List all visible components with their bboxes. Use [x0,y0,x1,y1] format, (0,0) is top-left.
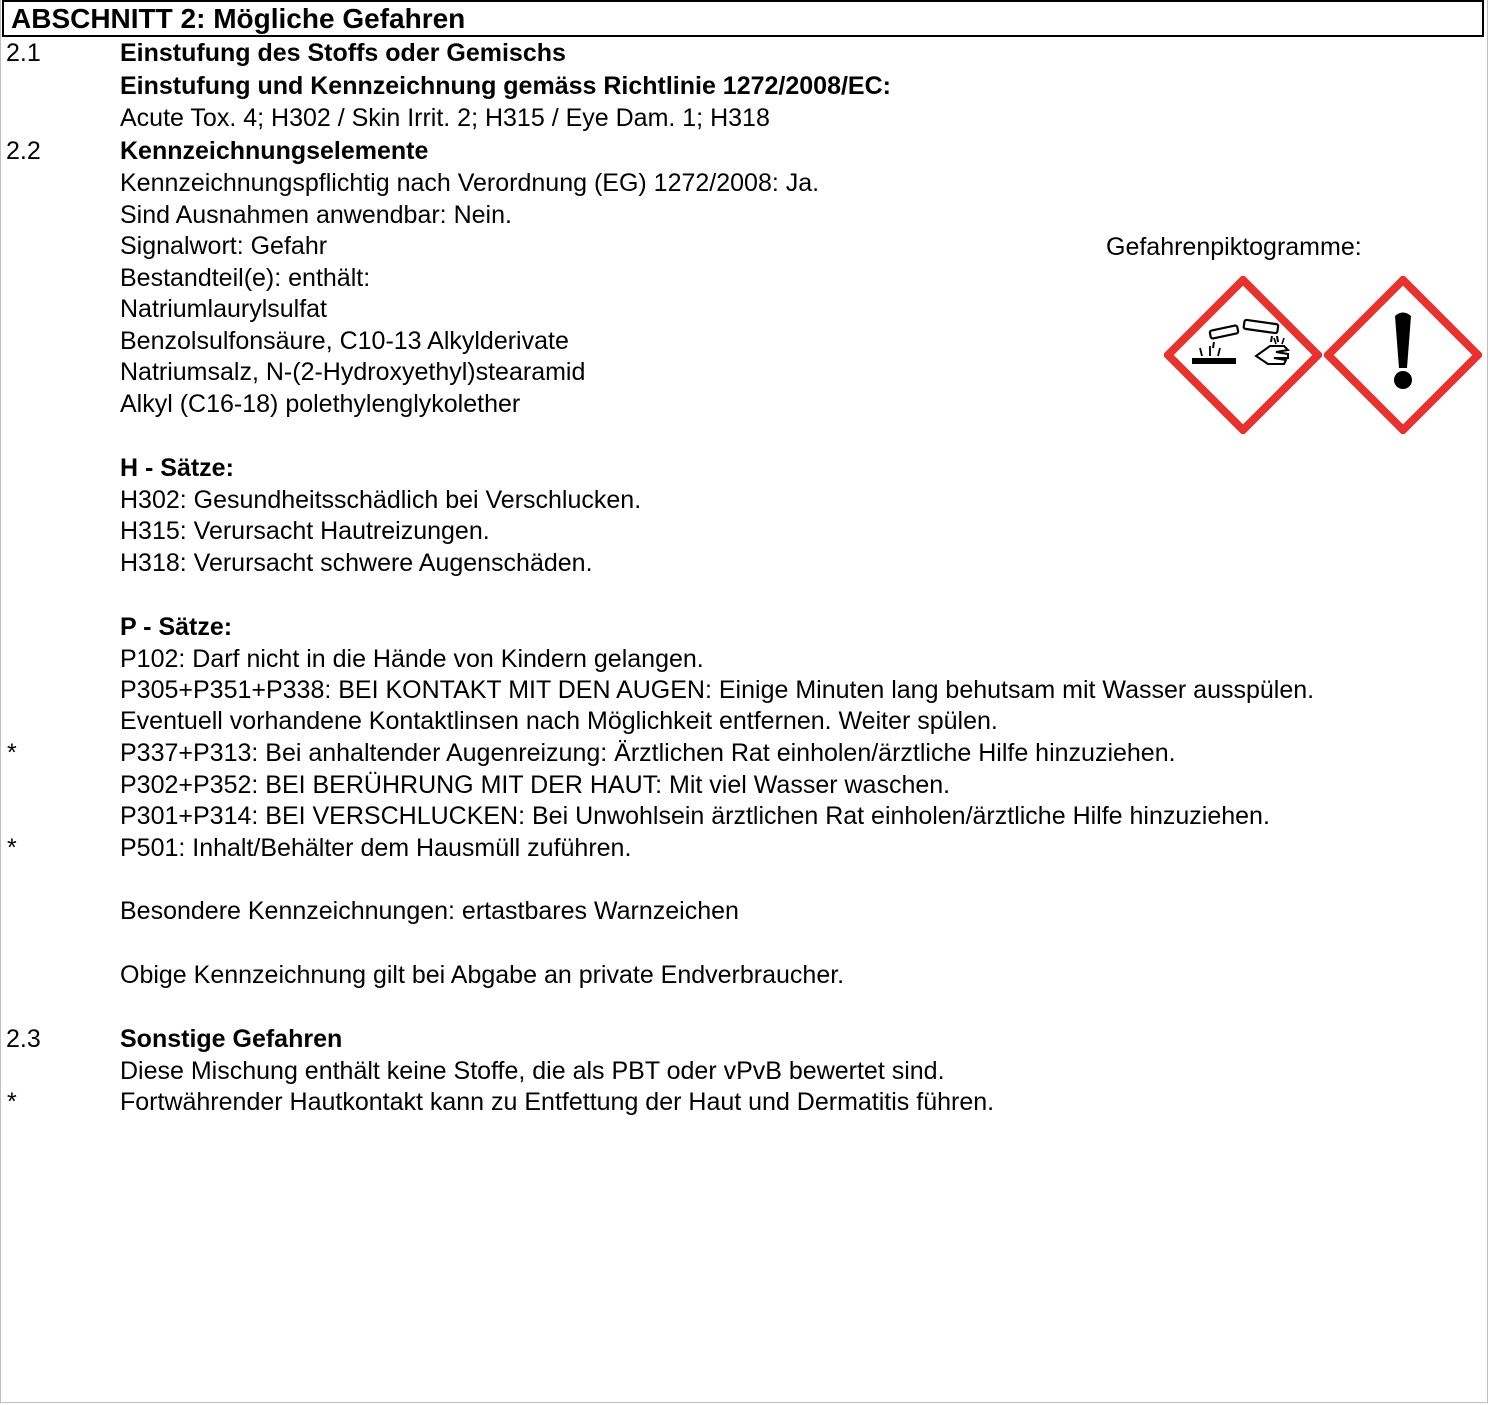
other-hazards-text: Diese Mischung enthält keine Stoffe, die als PBT oder vPvB bewertet sind. [120,1057,945,1085]
labelling-required-text: Kennzeichnungspflichtig nach Verordnung (EG) 1272/2008: Ja. [120,169,820,197]
p-statement: Eventuell vorhandene Kontaktlinsen nach Möglichkeit entfernen. Weiter spülen. [120,707,998,735]
ghs07-exclamation-icon [1324,276,1482,434]
contains-label: Bestandteil(e): enthält: [120,264,371,292]
signal-word: Signalwort: Gefahr [120,232,328,260]
section-title: ABSCHNITT 2: Mögliche Gefahren [2,0,1484,37]
change-marker: * [7,834,17,862]
p-statement: P501: Inhalt/Behälter dem Hausmüll zuführen. [120,834,632,862]
p-statement: P302+P352: BEI BERÜHRUNG MIT DER HAUT: Mit viel Wasser waschen. [120,771,951,799]
p-statements-heading: P - Sätze: [120,613,233,641]
classification-text: Acute Tox. 4; H302 / Skin Irrit. 2; H315 / Eye Dam. 1; H318 [120,104,770,132]
section-2-3-number: 2.3 [6,1025,41,1053]
special-labelling-text: Besondere Kennzeichnungen: ertastbares Warnzeichen [120,897,739,925]
change-marker: * [7,739,17,767]
ghs05-corrosion-icon [1164,276,1322,434]
component-item: Natriumsalz, N-(2-Hydroxyethyl)stearamid [120,358,586,386]
p-statement: P337+P313: Bei anhaltender Augenreizung: Ärztlichen Rat einholen/ärztliche Hilfe hinzuziehen. [120,739,1176,767]
component-item: Natriumlaurylsulfat [120,295,328,323]
component-item: Alkyl (C16-18) polethylenglykolether [120,390,521,418]
section-2-2-heading: Kennzeichnungselemente [120,137,429,165]
pictograms-label: Gefahrenpiktogramme: [1106,233,1362,261]
private-consumer-note: Obige Kennzeichnung gilt bei Abgabe an private Endverbraucher. [120,961,845,989]
h-statement: H318: Verursacht schwere Augenschäden. [120,549,593,577]
component-item: Benzolsulfonsäure, C10-13 Alkylderivate [120,327,569,355]
p-statement: P102: Darf nicht in die Hände von Kindern gelangen. [120,645,704,673]
exceptions-text: Sind Ausnahmen anwendbar: Nein. [120,201,512,229]
section-2-1-heading: Einstufung des Stoffs oder Gemischs [120,39,566,67]
other-hazards-text: Fortwährender Hautkontakt kann zu Entfettung der Haut und Dermatitis führen. [120,1088,995,1116]
h-statement: H302: Gesundheitsschädlich bei Verschlucken. [120,486,642,514]
p-statement: P301+P314: BEI VERSCHLUCKEN: Bei Unwohlsein ärztlichen Rat einholen/ärztliche Hilfe hinzuziehen. [120,802,1270,830]
change-marker: * [7,1088,17,1116]
section-2-3-heading: Sonstige Gefahren [120,1025,343,1053]
classification-subheading: Einstufung und Kennzeichnung gemäss Richtlinie 1272/2008/EC: [120,72,891,100]
p-statement: P305+P351+P338: BEI KONTAKT MIT DEN AUGEN: Einige Minuten lang behutsam mit Wasser ausspülen. [120,676,1315,704]
h-statement: H315: Verursacht Hautreizungen. [120,517,490,545]
section-2-1-number: 2.1 [6,39,41,67]
h-statements-heading: H - Sätze: [120,454,234,482]
section-2-2-number: 2.2 [6,137,41,165]
